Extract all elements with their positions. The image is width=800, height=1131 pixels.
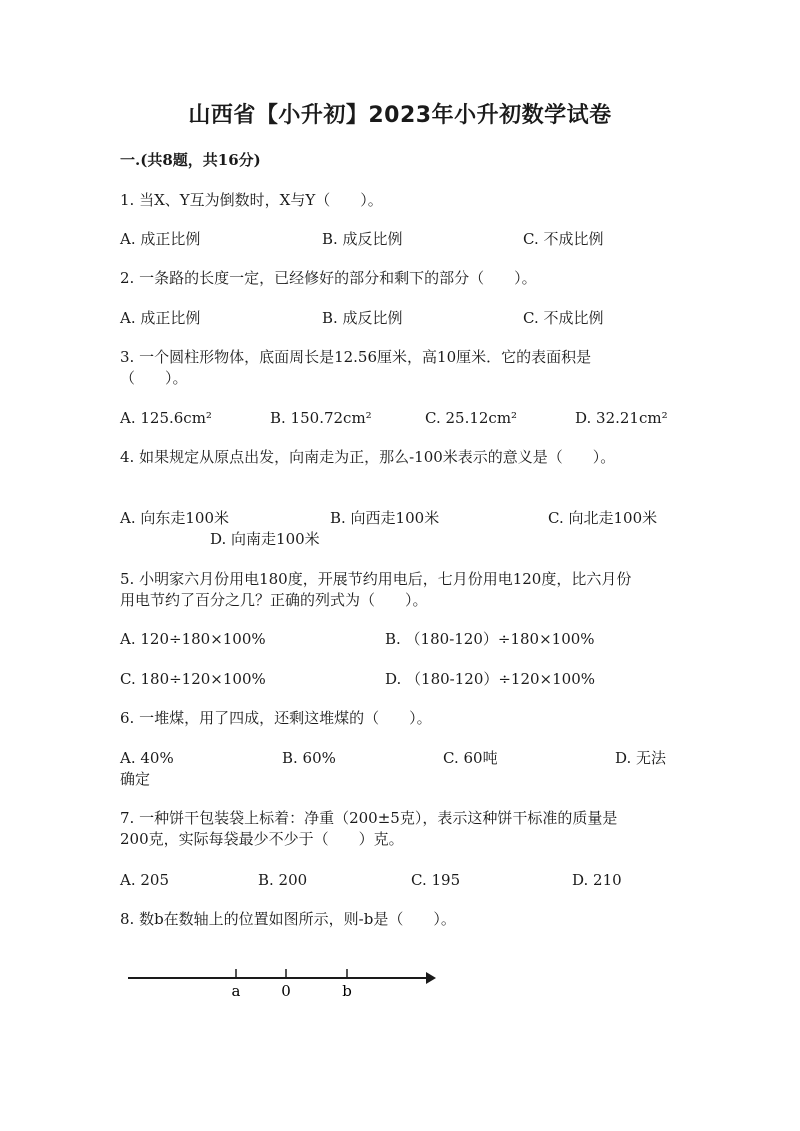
question-1-option-b: B. 成反比例 bbox=[322, 230, 403, 248]
question-5-option-b: B. （180-120）÷180×100% bbox=[385, 630, 595, 648]
question-7-stem-line-1: 7. 一种饼干包装袋上标着：净重（200±5克），表示这种饼干标准的质量是 bbox=[120, 809, 618, 827]
question-7-option-b: B. 200 bbox=[258, 871, 308, 889]
question-4-option-a: A. 向东走100米 bbox=[120, 509, 229, 527]
question-6-option-d-wrap: 确定 bbox=[120, 770, 151, 788]
number-line-figure bbox=[120, 960, 450, 1005]
question-6-option-d: D. 无法 bbox=[615, 749, 667, 767]
question-6-option-b: B. 60% bbox=[282, 749, 336, 767]
question-5-option-a: A. 120÷180×100% bbox=[120, 630, 266, 648]
question-7-stem-line-2: 200克，实际每袋最少不少于（ ）克。 bbox=[120, 830, 404, 848]
question-7-option-c: C. 195 bbox=[411, 871, 461, 889]
question-5-stem-line-1: 5. 小明家六月份用电180度，开展节约用电后，七月份用电120度，比六月份 bbox=[120, 570, 632, 588]
question-3-stem-line-2: （ ）。 bbox=[120, 369, 188, 387]
question-7-option-a: A. 205 bbox=[120, 871, 169, 889]
tick-label-zero: 0 bbox=[281, 982, 291, 1000]
question-2-stem: 2. 一条路的长度一定，已经修好的部分和剩下的部分（ ）。 bbox=[120, 269, 537, 287]
question-3-option-d: D. 32.21cm² bbox=[575, 409, 668, 427]
question-2-option-a: A. 成正比例 bbox=[120, 309, 201, 327]
question-4-option-d: D. 向南走100米 bbox=[210, 530, 320, 548]
section-heading: 一.(共8题，共16分) bbox=[120, 151, 261, 169]
question-7-option-d: D. 210 bbox=[572, 871, 622, 889]
question-3-option-c: C. 25.12cm² bbox=[425, 409, 518, 427]
question-2-option-b: B. 成反比例 bbox=[322, 309, 403, 327]
question-4-option-c: C. 向北走100米 bbox=[548, 509, 658, 527]
question-4-option-b: B. 向西走100米 bbox=[330, 509, 440, 527]
question-2-option-c: C. 不成比例 bbox=[523, 309, 604, 327]
question-6-option-a: A. 40% bbox=[120, 749, 174, 767]
question-3-option-a: A. 125.6cm² bbox=[120, 409, 212, 427]
number-line-arrow-icon bbox=[426, 972, 436, 984]
question-1-option-c: C. 不成比例 bbox=[523, 230, 604, 248]
question-1-option-a: A. 成正比例 bbox=[120, 230, 201, 248]
tick-label-a: a bbox=[231, 982, 241, 1000]
page-title: 山西省【小升初】2023年小升初数学试卷 bbox=[188, 103, 612, 128]
question-4-stem: 4. 如果规定从原点出发，向南走为正，那么-100米表示的意义是（ ）。 bbox=[120, 448, 616, 466]
question-3-stem-line-1: 3. 一个圆柱形物体，底面周长是12.56厘米，高10厘米．它的表面积是 bbox=[120, 348, 592, 366]
question-1-stem: 1. 当X、Y互为倒数时，X与Y（ ）。 bbox=[120, 191, 383, 209]
question-6-option-c: C. 60吨 bbox=[443, 749, 498, 767]
question-5-stem-line-2: 用电节约了百分之几？正确的列式为（ ）。 bbox=[120, 591, 428, 609]
question-5-option-c: C. 180÷120×100% bbox=[120, 670, 266, 688]
question-3-option-b: B. 150.72cm² bbox=[270, 409, 372, 427]
tick-label-b: b bbox=[342, 982, 352, 1000]
question-6-stem: 6. 一堆煤，用了四成，还剩这堆煤的（ ）。 bbox=[120, 709, 432, 727]
question-5-option-d: D. （180-120）÷120×100% bbox=[385, 670, 596, 688]
question-8-stem: 8. 数b在数轴上的位置如图所示，则-b是（ ）。 bbox=[120, 910, 456, 928]
